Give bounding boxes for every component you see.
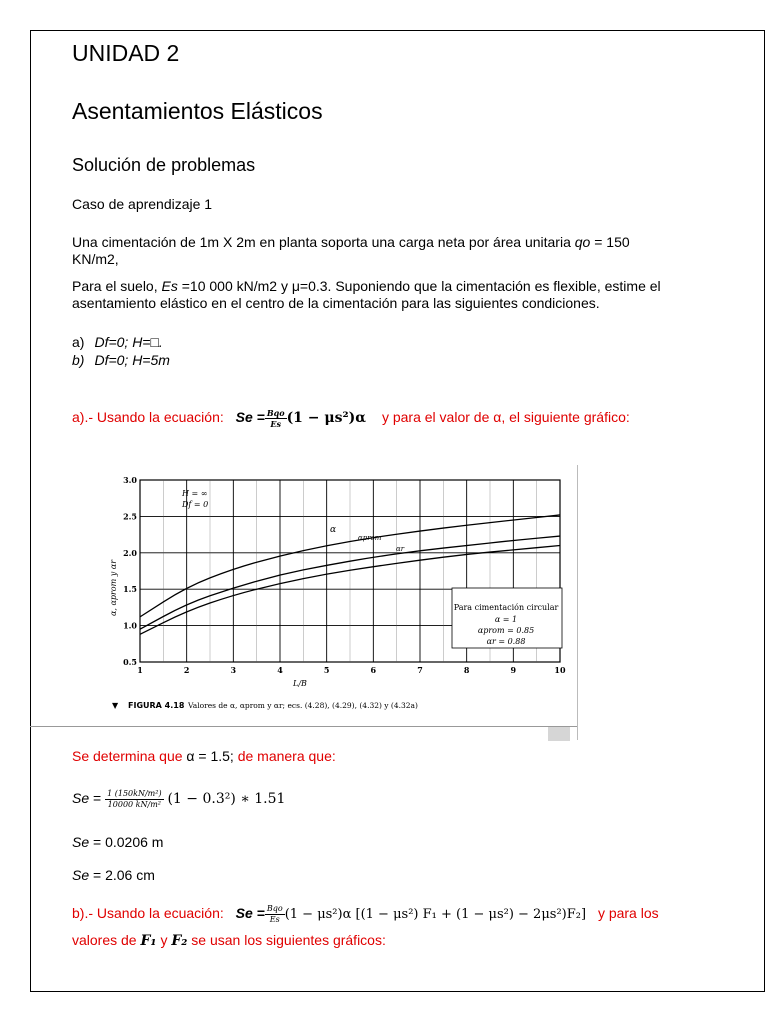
x-tick-7: 7 [417,665,423,675]
x-axis-label: L/B [293,679,307,688]
page-subtitle: Asentamientos Elásticos [72,98,323,124]
eq-b-fraction [265,904,285,925]
label-alpha-r: αr [396,545,405,553]
x-tick-2: 2 [183,665,190,675]
condition-b [72,352,170,369]
eq-b-denominator: Es [269,914,280,924]
eq-a-numerator: Bqo [266,407,285,418]
calc-fraction [105,789,163,810]
paragraph-1 [72,234,630,251]
box-line-2: αprom = 0.85 [477,626,535,635]
calc-denominator: 10000 kN/m² [107,799,161,809]
paragraph-2-line2: asentamiento elástico en el centro de la cimentación para las siguientes condiciones. [72,295,600,311]
equation-b-line [72,900,659,928]
eq-b-se: Se = [235,905,265,921]
caption-marker: ▼ [112,701,119,710]
y-tick-1.5: 1.5 [123,584,137,595]
eq-b-numerator: Bqo [266,903,283,913]
calc-se: Se [72,790,90,806]
box-title: Para cimentación circular [453,603,559,612]
determine-value: α = 1.5; [186,748,234,764]
para1-text: Una cimentación de 1m X 2m en planta soporta una carga neta por área unitaria [72,234,575,250]
box-line-1: α = 1 [494,615,518,624]
y-tick-2.0: 2.0 [123,547,137,558]
es-symbol: Es [161,278,178,294]
part-a-intro: a).- Usando la ecuación: [72,409,224,425]
caption-text: Valores de α, αprom y αr; ecs. (4.28), (4.29), (4.32) y (4.32a) [188,701,418,710]
para2-text: Para el suelo, [72,278,162,294]
caption-figure: FIGURA 4.18 [128,701,185,710]
x-tick-1: 1 [137,665,143,675]
df-zero-label: Df = 0 [182,500,209,509]
condition-b-text: Df=0; H=5m [94,352,170,368]
eq-a-rest: (1 − μs²)α [286,410,367,426]
y-axis-label: α, αprom y αr [109,559,118,617]
part-b-intro: b).- Usando la ecuación: [72,905,224,921]
b-line2-tail: se usan los siguientes gráficos: [187,932,386,948]
calc-rest: (1 − 0.3²) ∗ 1.51 [167,791,286,807]
x-tick-4: 4 [277,665,283,675]
alpha-chart [100,470,580,720]
determine-tail: de manera que: [233,748,336,764]
page-title: UNIDAD 2 [72,40,180,66]
h-infinity-label: H = ∞ [182,489,208,498]
eq-a-se: Se = [235,409,265,425]
y-tick-1.0: 1.0 [123,620,137,631]
condition-b-label: b) [72,352,85,368]
result-1 [72,834,163,851]
label-alpha: α [330,525,337,535]
result-2-value: = 2.06 cm [89,867,155,883]
paragraph-2 [72,278,661,295]
determine-text: Se determina que [72,748,187,764]
x-tick-9: 9 [510,665,517,675]
scroll-marker [548,727,570,741]
condition-a-text: Df=0; H=□. [94,334,163,350]
determine-line [72,748,336,765]
y-tick-2.5: 2.5 [123,511,137,522]
f1-symbol: F₁ [140,933,157,949]
f2-symbol: F₂ [171,933,188,949]
figure-border [577,465,578,740]
section-heading: Solución de problemas [72,155,256,175]
eq-b-rest: (1 − μs²)α [(1 − μs²) F₁ + (1 − μs²) − 2μs²)F₂] [284,907,587,922]
b-line2-text: valores de [72,932,141,948]
box-line-3: αr = 0.88 [486,637,526,646]
para1-value: = 150 [590,234,630,250]
x-tick-10: 10 [554,665,566,675]
calculation-line [72,778,285,819]
condition-a [72,334,163,351]
x-tick-6: 6 [370,665,377,675]
result-1-se: Se [72,834,90,850]
x-tick-3: 3 [230,665,237,675]
x-tick-8: 8 [463,665,470,675]
paragraph-1-line2: KN/m2, [72,251,119,267]
result-2 [72,867,155,884]
condition-a-label: a) [72,334,85,350]
case-label: Caso de aprendizaje 1 [72,196,213,212]
calc-equals: = [93,790,102,806]
part-a-tail: y para el valor de α, el siguiente gráfico: [381,409,630,425]
eq-a-denominator: Es [270,418,282,429]
result-1-value: = 0.0206 m [89,834,164,850]
qo-symbol: qo [574,234,591,250]
part-b-tail: y para los [597,905,659,921]
y-tick-3.0: 3.0 [123,475,137,485]
label-alpha-prom: αprom [358,534,382,542]
para2-rest: =10 000 kN/m2 y μ=0.3. Suponiendo que la cimentación es flexible, estime el [177,278,661,294]
y-tick-0.5: 0.5 [123,657,137,667]
x-tick-5: 5 [323,665,330,675]
equation-a-line [72,404,630,431]
figure-divider [30,726,578,727]
eq-a-fraction [265,408,287,429]
b-and: y [156,932,172,948]
b-line-2 [72,932,386,950]
result-2-se: Se [72,867,90,883]
calc-numerator: 1 (150kN/m²) [107,788,162,798]
